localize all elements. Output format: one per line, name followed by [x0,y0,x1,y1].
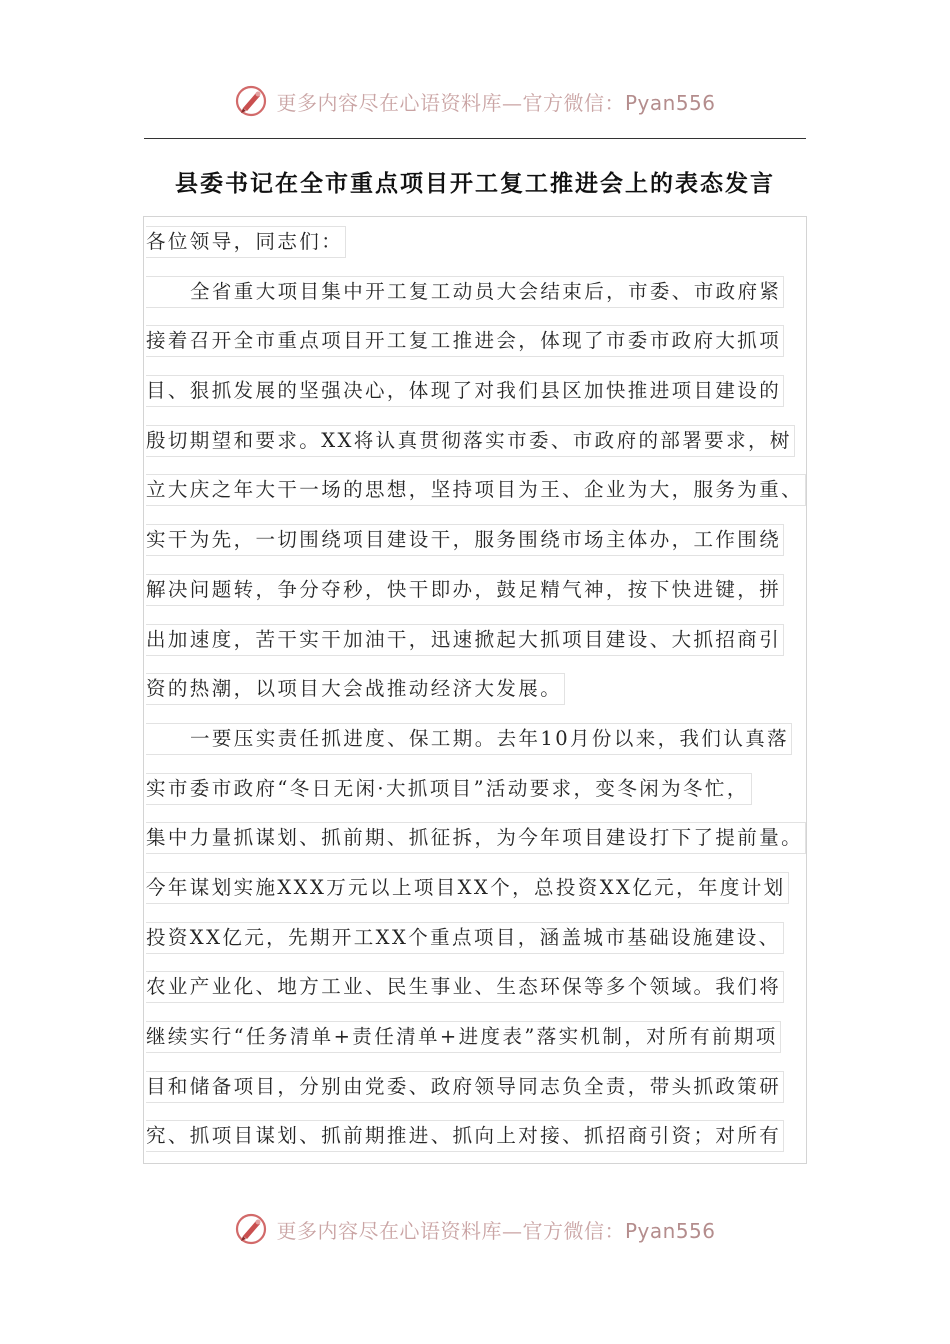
header-banner-wechat: Pyan556 [624,90,716,115]
text-line [146,673,826,723]
text-line-content: 集中力量抓谋划、抓前期、抓征拆，为今年项目建设打下了提前量。 [146,822,806,854]
text-line [146,1120,826,1170]
text-line-content: 出加速度，苦干实干加油干，迅速掀起大抓项目建设、大抓招商引 [146,624,784,656]
text-line-content: 继续实行“任务清单+责任清单+进度表”落实机制，对所有前期项 [146,1021,781,1053]
footer-banner-text [276,1215,715,1244]
footer-banner [0,1212,950,1246]
text-line [146,226,826,276]
text-line-content: 目和储备项目，分别由党委、政府领导同志负全责，带头抓政策研 [146,1071,784,1103]
text-line-content: 投资XX亿元，先期开工XX个重点项目，涵盖城市基础设施建设、 [146,922,784,954]
text-line [146,872,826,922]
text-line [146,1071,826,1121]
text-line [146,425,826,475]
text-line-content: 各位领导，同志们： [146,226,346,258]
pen-logo-icon [234,84,268,118]
text-line-content: 实干为先，一切围绕项目建设干，服务围绕市场主体办，工作围绕 [146,524,784,556]
text-line-content: 实市委市政府“冬日无闲·大抓项目”活动要求，变冬闲为冬忙， [146,773,752,805]
text-line [146,276,826,326]
header-banner-prefix: 更多内容尽在心语资料库—官方微信： [276,90,625,115]
text-line-content: 究、抓项目谋划、抓前期推进、抓向上对接、抓招商引资；对所有 [146,1120,784,1152]
text-line-content: 今年谋划实施XXX万元以上项目XX个，总投资XX亿元，年度计划 [146,872,789,904]
header-banner [0,84,950,118]
header-divider [144,138,806,139]
text-line [146,574,826,624]
text-line-content: 解决问题转，争分夺秒，快干即办，鼓足精气神，按下快进键，拼 [146,574,784,606]
text-line-content: 立大庆之年大干一场的思想，坚持项目为王、企业为大，服务为重、 [146,474,806,506]
text-line [146,971,826,1021]
text-line [146,474,826,524]
text-line [146,922,826,972]
text-line [146,773,826,823]
text-line-content: 目、狠抓发展的坚强决心，体现了对我们县区加快推进项目建设的 [146,375,784,407]
text-line [146,723,826,773]
text-line [146,624,826,674]
text-line-content: 资的热潮，以项目大会战推动经济大发展。 [146,673,565,705]
text-line [146,1021,826,1071]
text-line [146,325,826,375]
text-line [146,375,826,425]
text-line [146,822,826,872]
document-title: 县委书记在全市重点项目开工复工推进会上的表态发言 [175,170,775,197]
document-body [146,226,826,1170]
text-line-content: 一要压实责任抓进度、保工期。去年10月份以来，我们认真落 [146,723,792,755]
footer-banner-wechat: Pyan556 [624,1218,716,1243]
text-line-content: 农业产业化、地方工业、民生事业、生态环保等多个领域。我们将 [146,971,784,1003]
text-line-content: 全省重大项目集中开工复工动员大会结束后，市委、市政府紧 [146,276,784,308]
text-line-content: 殷切期望和要求。XX将认真贯彻落实市委、市政府的部署要求，树 [146,425,795,457]
footer-banner-prefix: 更多内容尽在心语资料库—官方微信： [276,1218,625,1243]
pen-logo-icon [234,1212,268,1246]
text-line-content: 接着召开全市重点项目开工复工推进会，体现了市委市政府大抓项 [146,325,784,357]
text-line [146,524,826,574]
header-banner-text [276,87,715,116]
